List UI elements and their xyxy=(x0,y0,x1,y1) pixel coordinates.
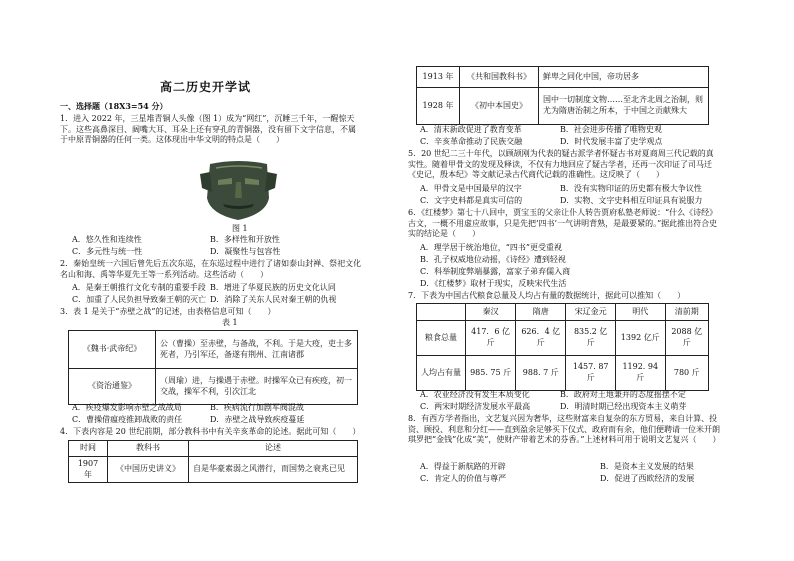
q7-option-d: D．明清时期已经出现资本主义萌芽 xyxy=(560,402,687,411)
table-cell: 《魏书·武帝纪》 xyxy=(69,331,156,369)
table-cell: 1457. 87 斤 xyxy=(566,356,616,391)
question-8: 8．有西方学者指出，文艺复兴因为奢华，这些财富来自复杂的东方贸易，来自计算、投资、顾投、利息和分红——直到盈余足够买下仪式、政府而有余，他们便聘请一位米开朗琪罗把“金钱”化成“美”，使财产带着艺术的芬香。”上述材料可用于说明文艺复兴（ ） xyxy=(408,414,721,445)
q4-option-d: D．时代发展丰富了史学观点 xyxy=(560,137,663,146)
table-cell: 《资治通鉴》 xyxy=(69,369,156,405)
table-1-caption: 表 1 xyxy=(222,318,238,327)
table-row xyxy=(417,304,709,321)
table-cell: 835.2 亿斤 xyxy=(566,321,616,356)
question-5: 5．20 世纪二三十年代，以顾颉刚为代表的疑古派学者怀疑古书对夏商周三代记载的真实性。随着甲骨文的发现及释读，不仅有力地回应了疑古学者，还再一次印证了司马迁《史记，殷本纪》等文献记录古代商代记载的准确性。这反映了（ ） xyxy=(408,149,714,180)
question-4: 4．下表内容是 20 世纪前期，部分教科书中有关辛亥革命的论述。据此可知（ ） xyxy=(60,427,361,436)
table-row xyxy=(69,441,358,457)
table-cell: 2088 亿斤 xyxy=(665,321,708,356)
q3-option-a: A．疾疫爆发影响赤壁之战战局 xyxy=(72,403,182,412)
q6-option-d: D．《红楼梦》取材于现实，反映宋代生活 xyxy=(420,279,567,288)
table-1 xyxy=(68,330,358,405)
q5-option-a: A．甲骨文是中国最早的汉字 xyxy=(420,184,522,193)
table-header: 隋唐 xyxy=(516,304,566,321)
q8-option-d: D．促进了西欧经济的发展 xyxy=(600,474,695,483)
question-2: 2．秦始皇统一六国后曾先后五次东巡，在东巡过程中进行了诸如泰山封禅、祭祀文化名山和海、禹等华夏先王等一系列活动。这些活动（ ） xyxy=(60,259,362,279)
q5-option-b: B．没有实物印证的历史都有极大争议性 xyxy=(560,184,702,193)
section-heading: 一、选择题（18X3=54 分） xyxy=(60,101,168,111)
table-cell: （周瑜）进，与操遇于赤壁。时操军众已有疾疫，初一交战，操军不利，引次江北 xyxy=(156,369,358,405)
table-cell: 自是华豪素弱之风潜行，而国势之衰兆已见 xyxy=(189,456,358,483)
q2-option-b: B．增进了华夏民族的历史文化认同 xyxy=(210,283,336,292)
table-cell: 1192. 94 斤 xyxy=(615,356,665,391)
q8-option-a: A．得益于新航路的开辟 xyxy=(420,462,506,471)
q4-option-b: B．社会进步传播了唯物史观 xyxy=(560,125,662,134)
q5-option-c: C．文字史料都是真实可信的 xyxy=(420,196,523,205)
table-header: 明代 xyxy=(615,304,665,321)
q7-option-b: B．政府对土地兼并的态度摇摆不定 xyxy=(560,390,686,399)
table-cell: 780 斤 xyxy=(665,356,708,391)
q7-option-c: C．两宋时期经济发展水平最高 xyxy=(420,402,531,411)
table-row xyxy=(69,369,358,405)
q4-option-a: A．清末新政促进了教育变革 xyxy=(420,125,522,134)
table-cell: 人均占有量 xyxy=(417,356,466,391)
table-header: 时间 xyxy=(69,441,108,457)
question-7: 7．下表为中国古代粮食总量及人均占有量的数据统计，据此可以推知（ ） xyxy=(408,291,686,300)
table-cell: 鲜卑之同化中国，帝功居多 xyxy=(539,67,709,88)
table-row xyxy=(417,88,709,125)
q1-option-d: D．凝聚性与包容性 xyxy=(210,247,281,256)
table-cell: 417．6 亿斤 xyxy=(466,321,516,356)
table-row xyxy=(69,456,358,483)
table-cell: 《共和国教科书》 xyxy=(460,67,539,88)
table-cell: 985. 75 斤 xyxy=(466,356,516,391)
table-row xyxy=(417,356,709,391)
table-row xyxy=(417,321,709,356)
q7-option-a: A．农业经济没有发生本质变化 xyxy=(420,390,530,399)
table-cell: 1392 亿斤 xyxy=(615,321,665,356)
table-cell: 国中一切制度文物……至北齐北周之治制，则尤为隋唐治制之所本，于中国之贡献殊大 xyxy=(539,88,709,125)
table-cell: 626．4 亿斤 xyxy=(516,321,566,356)
table-header: 秦汉 xyxy=(466,304,516,321)
q2-option-d: D．消除了关东人民对秦王朝的仇视 xyxy=(210,295,337,304)
page-title: 高二历史开学试 xyxy=(160,80,252,94)
table-cell: 公（曹操）至赤壁，与备战，不利。于是大疫，吏士多死者，乃引军还，备遂有荆州、江南诸郡 xyxy=(156,331,358,369)
table-2-continued xyxy=(416,66,709,125)
table-header: 论述 xyxy=(189,441,358,457)
q1-option-a: A．悠久性和连续性 xyxy=(72,235,142,244)
table-cell: 粮食总量 xyxy=(417,321,466,356)
table-cell: 《初中本国史》 xyxy=(460,88,539,125)
question-6: 6．《红楼梦》第七十八回中，贾宝玉的父亲让仆人转告贾府私塾老师说：“什么《诗经》古文，一概不用虚应故事，只是先把‘四书’一气讲明背熟，是最要紧的。”据此推出符合史实的结论是（ ） xyxy=(408,208,718,239)
q5-option-d: D．实物、文字史料相互印证具有说服力 xyxy=(560,196,703,205)
question-3: 3．表 1 是关于“赤壁之战”的记述，由表格信息可知（ ） xyxy=(60,307,276,316)
table-header: 教科书 xyxy=(108,441,189,457)
table-cell: 1907 年 xyxy=(69,456,108,483)
q8-option-c: C．肯定人的价值与尊严 xyxy=(420,474,507,483)
table-cell: 1913 年 xyxy=(417,67,460,88)
q1-option-c: C．多元性与统一性 xyxy=(72,247,143,256)
table-header: 宋辽金元 xyxy=(566,304,616,321)
table-3 xyxy=(416,303,709,391)
q2-option-a: A．是秦王朝推行文化专制的重要手段 xyxy=(72,283,206,292)
figure-caption: 图 1 xyxy=(232,224,248,233)
q3-option-d: D．赤壁之战导致疾疫蔓延 xyxy=(210,415,305,424)
bronze-head-image xyxy=(196,158,281,223)
q6-option-c: C．科举制度弊端暴露，富家子弟弃儒入商 xyxy=(420,267,571,276)
q2-option-c: C．加重了人民负担导致秦王朝的灭亡 xyxy=(72,295,207,304)
question-1: 1．进入 2022 年，三星堆青铜人头像（图 1）成为“网红”，沉睡三千年，一醒惊天下。这些高鼻深目、阔嘴大耳、耳朵上还有穿孔的青铜器，没有留下文字信息，不属于中原青铜器的任何一类。这体现出中华文明的特点是（ ） xyxy=(60,114,356,145)
table-cell: 《中国历史讲义》 xyxy=(108,456,189,483)
table-header xyxy=(417,304,466,321)
table-2-top xyxy=(68,440,358,483)
table-row xyxy=(417,67,709,88)
q6-option-a: A．理学居于统治地位，“四书”更受重视 xyxy=(420,243,562,252)
q8-option-b: B．是资本主义发展的结果 xyxy=(600,462,694,471)
table-cell: 1928 年 xyxy=(417,88,460,125)
q1-option-b: B．多样性和开放性 xyxy=(210,235,280,244)
q3-option-b: B．疾病流行加剧军阀混战 xyxy=(210,403,304,412)
table-header: 清前期 xyxy=(665,304,708,321)
table-row xyxy=(69,331,358,369)
q6-option-b: B．孔子权威地位动摇，《诗经》遭到轻视 xyxy=(420,255,566,264)
q3-option-c: C．曹操借瘟疫推卸战败的责任 xyxy=(72,415,183,424)
q4-option-c: C．辛亥革命推动了民族交融 xyxy=(420,137,523,146)
table-cell: 988. 7 斤 xyxy=(516,356,566,391)
